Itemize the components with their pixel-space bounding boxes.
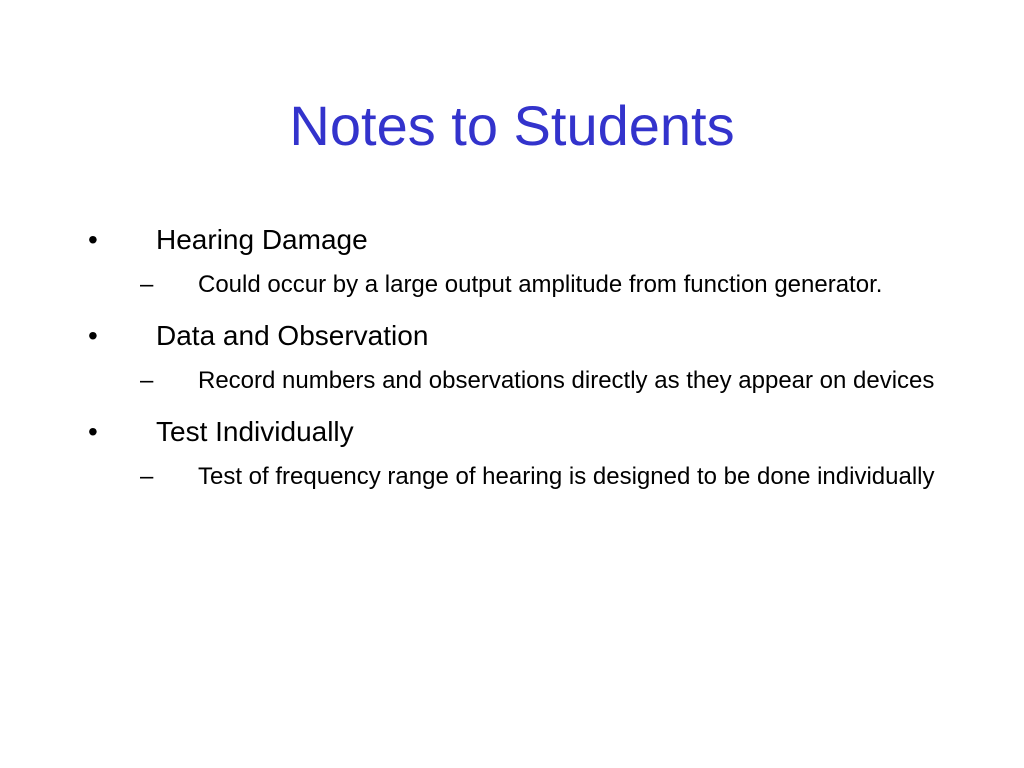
bullet-item-test-individually xyxy=(0,414,1024,493)
sub-item xyxy=(0,364,938,397)
sub-item-text: Test of frequency range of hearing is designed to be done individually xyxy=(198,463,935,490)
sub-marker: – xyxy=(140,271,154,298)
bullet-list xyxy=(0,222,1024,493)
bullet-label: Hearing Damage xyxy=(156,224,368,255)
slide-title: Notes to Students xyxy=(289,94,735,157)
bullet-marker: • xyxy=(88,224,98,255)
sub-item xyxy=(0,268,938,301)
bullet-label: Data and Observation xyxy=(156,320,429,351)
bullet-item-hearing-damage xyxy=(0,222,1024,301)
bullet-row xyxy=(0,222,1024,258)
sub-list xyxy=(0,364,1024,397)
bullet-row xyxy=(0,414,1024,450)
bullet-row xyxy=(0,318,1024,354)
bullet-marker: • xyxy=(88,416,98,447)
sub-marker: – xyxy=(140,463,154,490)
sub-item-text: Could occur by a large output amplitude from function generator. xyxy=(198,271,883,298)
bullet-label: Test Individually xyxy=(156,416,354,447)
sub-list xyxy=(0,460,1024,493)
sub-list xyxy=(0,268,1024,301)
bullet-item-data-and-observation xyxy=(0,318,1024,397)
sub-item-text: Record numbers and observations directly as they appear on devices xyxy=(198,367,935,394)
sub-marker: – xyxy=(140,367,154,394)
sub-item xyxy=(0,460,938,493)
bullet-marker: • xyxy=(88,320,98,351)
